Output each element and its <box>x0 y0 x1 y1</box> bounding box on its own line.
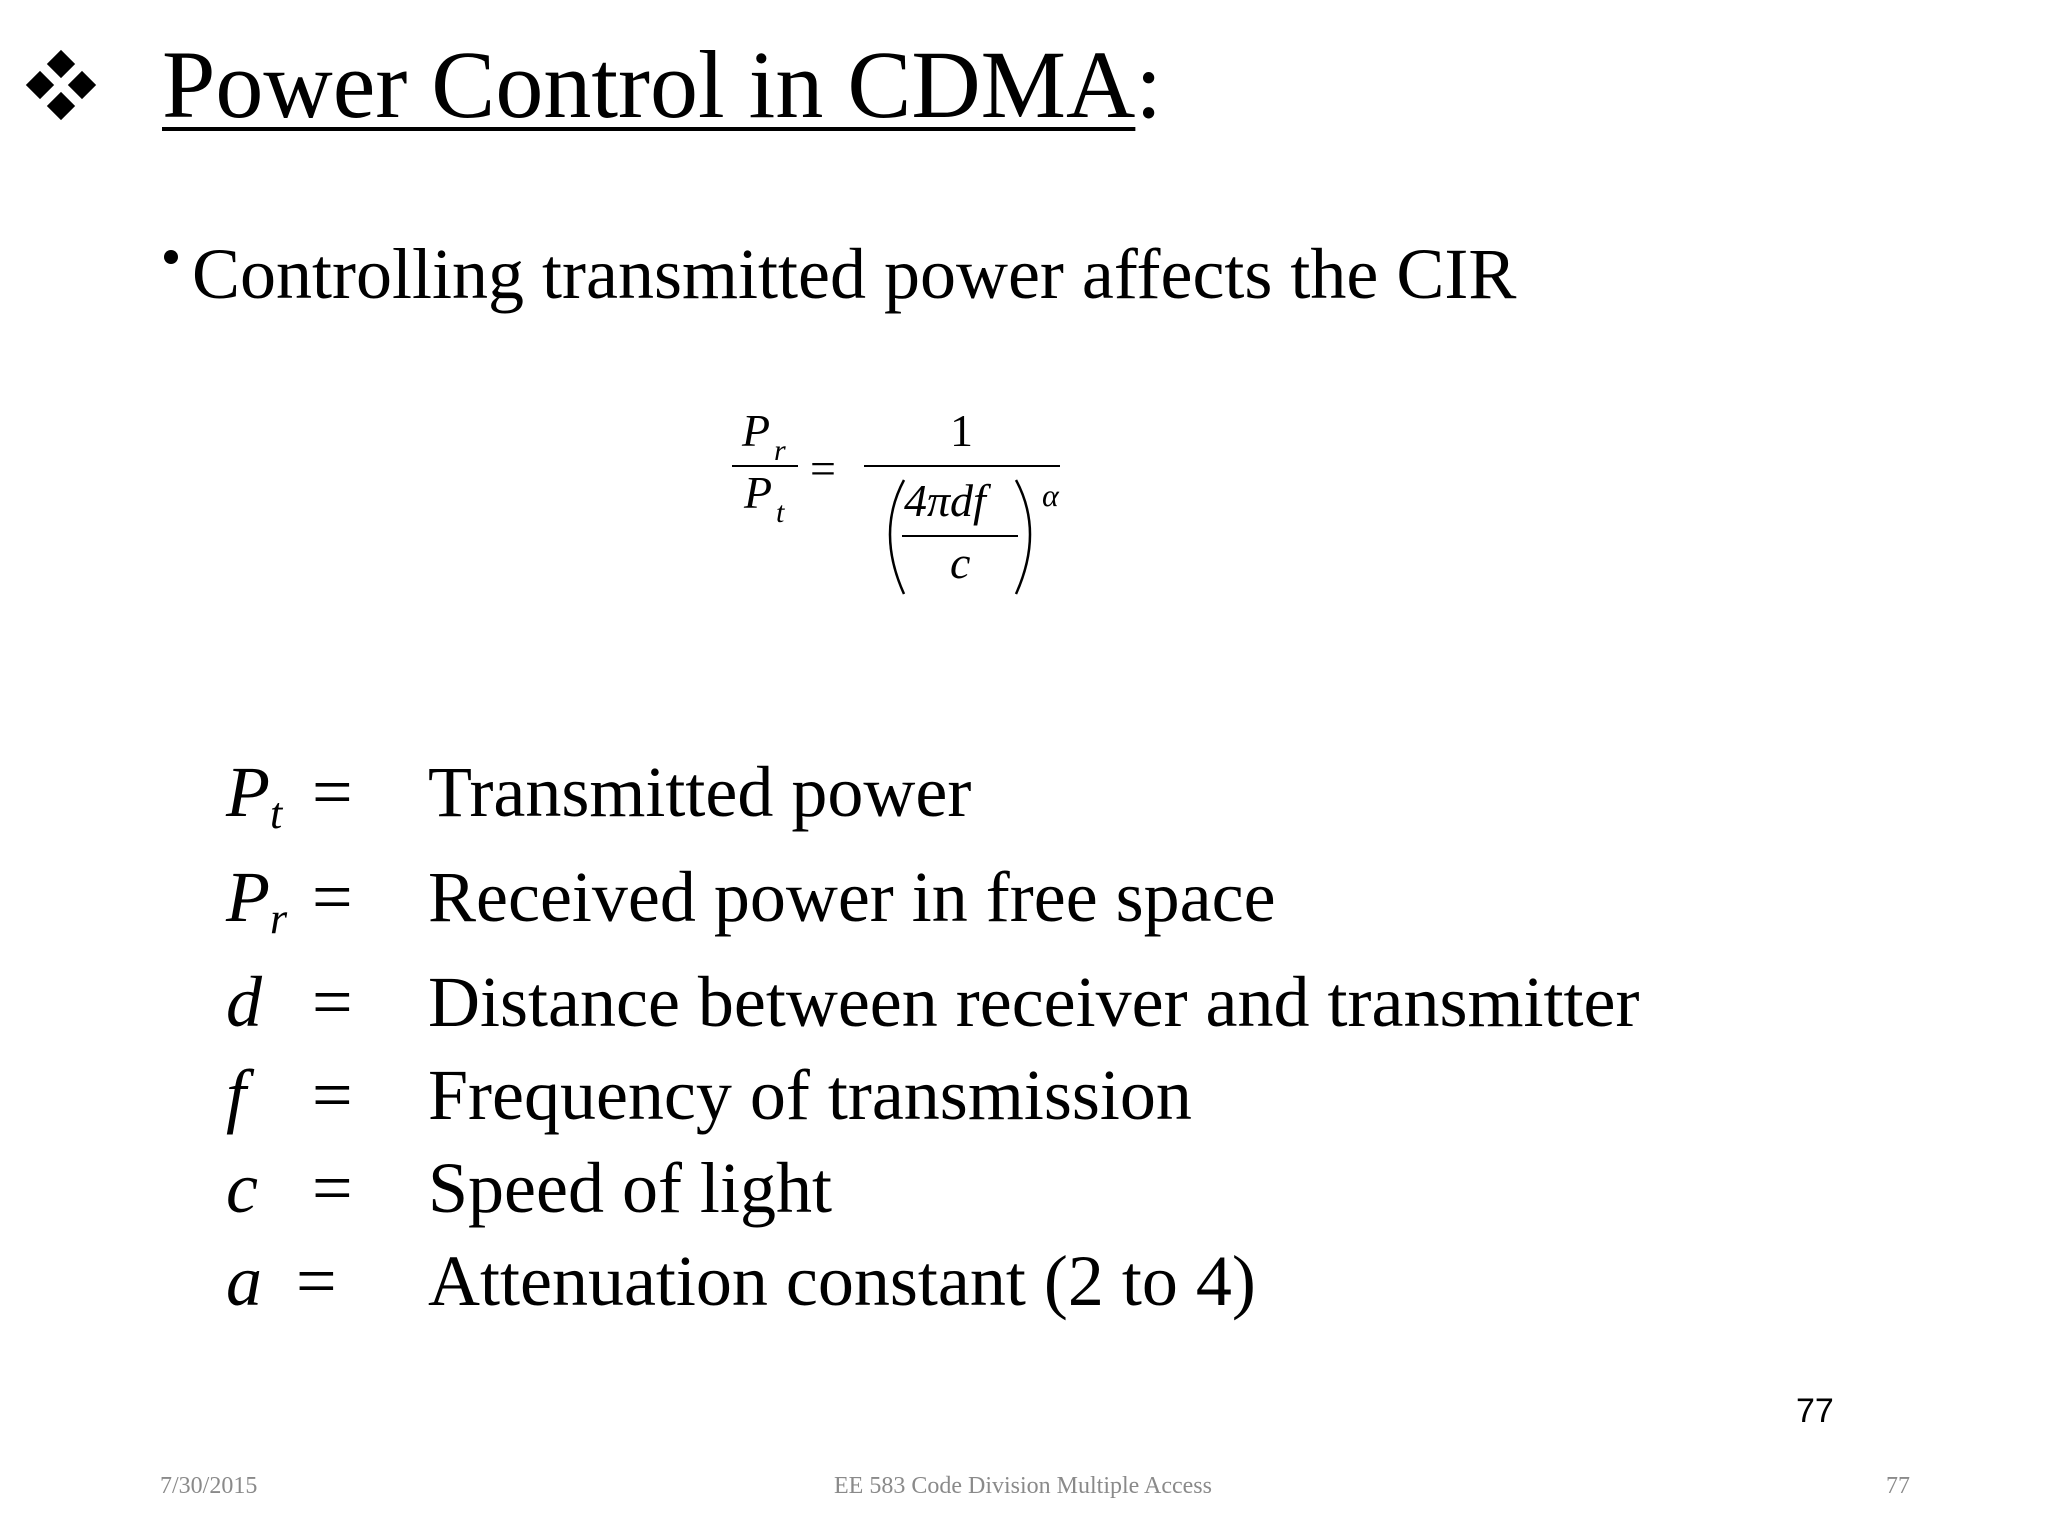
eq-inner-denominator: c <box>950 537 971 588</box>
definition-equals: = <box>312 752 353 832</box>
footer-course-title: EE 583 Code Division Multiple Access <box>834 1473 1212 1499</box>
eq-lhs-denominator: P <box>744 467 773 518</box>
definition-row <box>226 1241 1826 1338</box>
slide-title <box>162 31 1163 138</box>
definition-list <box>226 752 1826 1321</box>
definition-equals: = <box>312 962 353 1042</box>
bullet-text: Controlling transmitted power affects the CIR <box>192 234 1517 314</box>
definition-text: Transmitted power <box>428 752 972 832</box>
slide-page-number: 77 <box>1796 1392 1834 1430</box>
definition-symbol: $P_t$ <box>226 752 283 838</box>
definition-symbol: $P_r$ <box>226 857 288 943</box>
definition-row <box>226 1055 1826 1152</box>
definition-row <box>226 752 1826 849</box>
footer-page-number: 77 <box>1886 1473 1910 1499</box>
bullet-dot-icon <box>164 250 178 264</box>
definition-text: Distance between receiver and transmitter <box>428 962 1640 1042</box>
definition-text: Attenuation constant (2 to 4) <box>428 1241 1256 1321</box>
eq-inner-numerator: 4πdf <box>904 475 986 526</box>
definition-symbol: c <box>226 1148 258 1228</box>
title-underlined-text: Power Control in CDMA <box>162 31 1136 138</box>
definition-row <box>226 1148 1826 1245</box>
definition-row <box>226 962 1826 1059</box>
definition-equals: = <box>312 857 353 937</box>
eq-rhs-numerator: 1 <box>950 410 973 456</box>
definition-text: Speed of light <box>428 1148 832 1228</box>
path-loss-equation <box>728 410 1078 610</box>
bullet-point <box>164 234 1517 314</box>
eq-exponent: α <box>1042 477 1059 513</box>
definition-text: Frequency of transmission <box>428 1055 1192 1135</box>
definition-symbol: f <box>226 1055 247 1135</box>
eq-lhs-numerator-sub: r <box>774 434 786 467</box>
title-row <box>26 30 1162 140</box>
definition-symbol: d <box>226 962 262 1042</box>
definition-equals: = <box>296 1241 337 1321</box>
definition-row <box>226 857 1826 954</box>
eq-equals: = <box>810 443 836 494</box>
definition-text: Received power in free space <box>428 857 1276 937</box>
eq-left-paren <box>890 480 904 594</box>
footer-date: 7/30/2015 <box>160 1473 258 1499</box>
eq-right-paren <box>1016 480 1030 594</box>
eq-lhs-numerator: P <box>742 410 771 456</box>
definition-symbol: a <box>226 1241 262 1321</box>
definition-equals: = <box>312 1148 353 1228</box>
eq-lhs-denominator-sub: t <box>776 496 785 529</box>
four-diamond-bullet-icon <box>26 50 96 120</box>
title-suffix: : <box>1135 31 1163 138</box>
definition-equals: = <box>312 1055 353 1135</box>
